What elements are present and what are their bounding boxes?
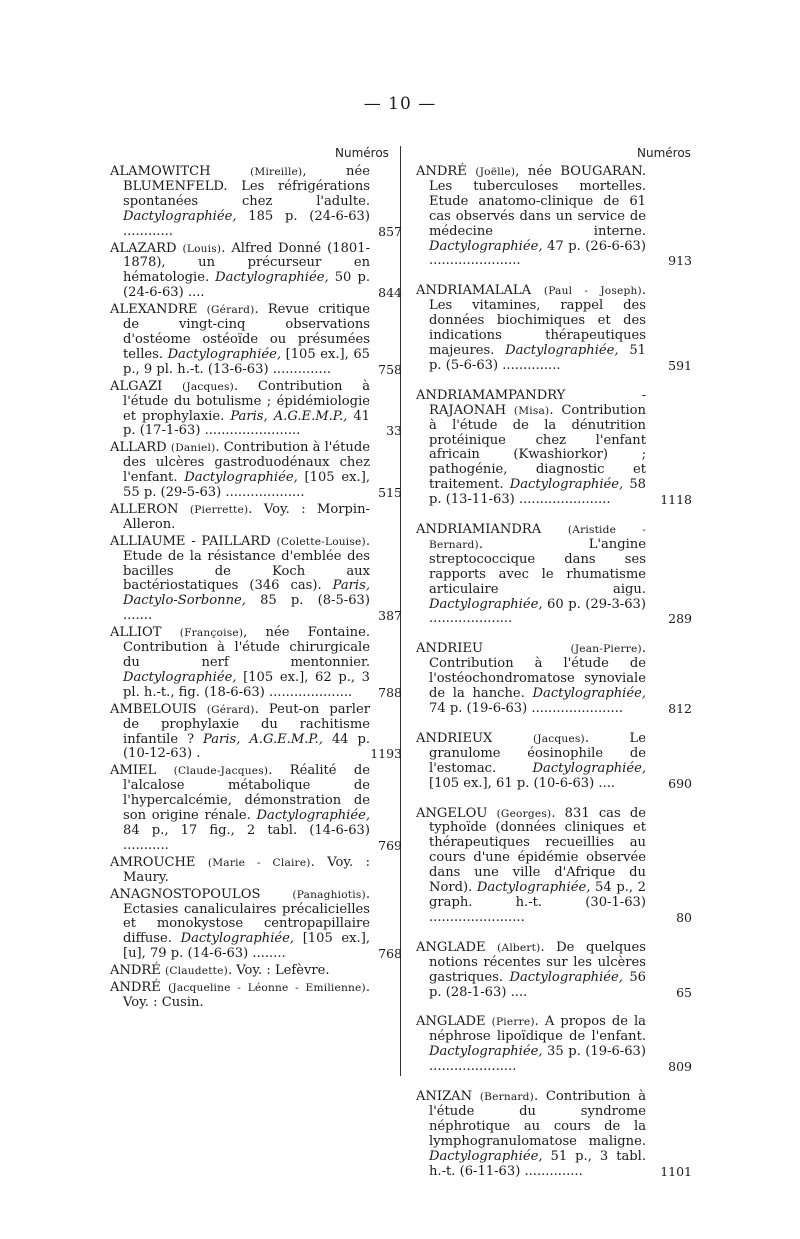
author-name: ANGELOU <box>416 805 488 821</box>
thesis-entry <box>416 164 692 269</box>
thesis-entry <box>110 981 370 1011</box>
entry-number: 809 <box>668 1059 692 1075</box>
entry-details: 84 p., 17 fig., 2 tabl. (14-6-63) ........... <box>123 822 370 853</box>
entry-title: , née BOUGARAN. Les tuberculoses mortelles. Etude anatomo-clinique de 61 cas observés dans un service de médecine interne. <box>429 164 646 239</box>
thesis-entry <box>416 730 692 792</box>
entry-number: 844 <box>378 285 402 301</box>
entry-details: 60 p. (29-3-63) .................... <box>429 596 646 627</box>
author-first-name: (Aristide - Bernard) <box>429 524 646 551</box>
author-name: ANDRÉ <box>416 164 467 179</box>
author-first-name: (Colette-Louise) <box>276 535 366 548</box>
entry-title: . Contribution à l'étude de l'ostéochondromatose synoviale de la hanche. <box>429 641 646 702</box>
thesis-entry <box>416 1014 692 1075</box>
entry-details: 85 p. (8-5-63) ....... <box>123 593 370 624</box>
thesis-entry <box>110 302 402 378</box>
author-first-name: (Claude-Jacques) <box>173 765 269 778</box>
entry-publisher: Dactylographiée, <box>180 931 295 947</box>
author-first-name: (Joëlle) <box>475 166 516 178</box>
entry-title: . Voy. : <box>248 501 317 517</box>
thesis-entry <box>110 886 402 963</box>
entry-details: 44 p. (10-12-63) . <box>123 731 371 762</box>
entry-title: , née BLUMENFELD. Les réfrigérations spontanées chez l'adulte. <box>123 164 370 209</box>
thesis-entry <box>110 533 402 624</box>
entry-title: . Etude de la résistance d'emblée des bacilles de Koch aux bactériostatiques (346 cas). <box>123 533 370 594</box>
entry-publisher: Dactylographiée, <box>123 669 237 685</box>
entry-title: . Réalité de l'alcalose métabolique de l'hypercalcémie, démonstration de son origine rénale. <box>123 763 370 824</box>
author-name: ALAZARD <box>110 240 177 256</box>
entry-publisher: Dactylographiée, <box>532 686 646 702</box>
author-name: ANDRÉ <box>110 963 161 979</box>
entry-details: 47 p. (26-6-63) ...................... <box>429 238 646 269</box>
column-header-right: Numéros <box>637 146 691 160</box>
entry-number: 788 <box>378 684 402 700</box>
entry-number: 769 <box>378 837 402 853</box>
entry-number: 387 <box>378 608 402 624</box>
author-first-name: (Bernard) <box>479 1091 534 1104</box>
author-first-name: (Jacques) <box>532 732 585 745</box>
author-first-name: (Jacques) <box>182 380 234 393</box>
author-first-name: (Misa) <box>513 404 550 417</box>
author-first-name: (Pierre) <box>491 1016 535 1029</box>
author-name: ANGLADE <box>416 939 486 955</box>
entry-title: . Contribution à l'étude de la dénutrition protéinique chez l'enfant africain (Kwashiorkor) ; pathogénie, diagnostic et traitement. <box>429 402 646 493</box>
entry-title: . L'angine streptococcique dans ses rapports avec le rhumatisme articulaire aigu. <box>429 536 646 597</box>
entry-title: . Alfred Donné (1801-1878), un précurseur en hématologie. <box>123 240 370 286</box>
entry-details: 58 p. (13-11-63) ...................... <box>429 477 646 508</box>
author-name: ANDRIAMIANDRA <box>416 522 542 538</box>
entry-title: . Voy. : <box>123 980 370 1010</box>
entry-details: Maury. <box>123 869 169 885</box>
entry-details: 50 p. (24-6-63) .... <box>123 270 370 301</box>
entry-details: Cusin. <box>161 994 204 1010</box>
author-first-name: (Albert) <box>497 941 541 954</box>
author-name: ALLARD <box>110 440 167 456</box>
entry-details: [105 ex.], 55 p. (29-5-63) ................... <box>123 470 370 501</box>
entry-details: 51 p., 3 tabl. h.-t. (6-11-63) .............. <box>429 1148 646 1179</box>
author-first-name: (Louis) <box>182 242 222 255</box>
thesis-entry <box>110 440 402 501</box>
entry-number: 515 <box>378 485 402 501</box>
entry-details: 41 p. (17-1-63) ....................... <box>123 408 370 439</box>
entry-publisher: Dactylographiée, <box>509 969 623 985</box>
thesis-entry <box>110 378 402 440</box>
entry-number: 1118 <box>660 492 692 508</box>
thesis-entry <box>110 625 402 701</box>
entry-details: 74 p. (19-6-63) ...................... <box>429 701 623 716</box>
entry-number: 289 <box>668 611 692 627</box>
author-first-name: (Pierrette) <box>189 503 249 516</box>
entry-title: . Voy. : <box>227 963 275 979</box>
entry-details: [105 ex.], 61 p. (10-6-63) .... <box>429 775 616 791</box>
entry-title: , née Fontaine. Contribution à l'étude chirurgicale du nerf mentonnier. <box>123 625 370 670</box>
entry-publisher: Dactylographiée, <box>509 477 624 493</box>
author-name: ANDRIEUX <box>416 730 493 746</box>
entry-number: 33 <box>386 423 402 439</box>
entry-number: 80 <box>676 909 692 925</box>
author-name: ALEXANDRE <box>110 302 198 318</box>
author-name: AMBELOUIS <box>110 701 197 717</box>
author-name: ALAMOWITCH <box>110 164 211 179</box>
entry-publisher: Dactylographiée, <box>476 880 591 896</box>
entry-details: [105 ex.], 62 p., 3 pl. h.-t., fig. (18-6-63) .................... <box>123 669 370 700</box>
thesis-entry <box>110 964 370 979</box>
entry-publisher: Paris, Dactylo-Sorbonne, <box>123 578 370 609</box>
entry-title: . Peut-on parler de prophylaxie du rachitisme infantile ? <box>123 701 370 747</box>
right-column <box>416 164 692 1194</box>
entry-details: Lefèvre. <box>274 963 330 979</box>
entry-number: 1101 <box>660 1163 692 1179</box>
author-name: AMIEL <box>110 763 157 779</box>
thesis-entry <box>110 701 402 763</box>
entry-publisher: Dactylographiée, <box>532 760 646 776</box>
thesis-entry <box>416 522 692 627</box>
author-first-name: (Panaghiotis) <box>292 888 366 901</box>
author-first-name: (Georges) <box>496 807 552 820</box>
entry-title: . Contribution à l'étude du botulisme ; épidémiologie et prophylaxie. <box>123 378 370 424</box>
entry-details: 54 p., 2 graph. h.-t. (30-1-63) ....................... <box>429 880 646 925</box>
author-first-name: (Françoise) <box>179 627 244 640</box>
author-name: ANDRIAMAMPANDRY - RAJAONAH <box>416 387 646 418</box>
author-first-name: (Mireille) <box>250 166 303 178</box>
author-name: ANAGNOSTOPOULOS <box>110 886 261 902</box>
entry-number: 690 <box>668 775 692 791</box>
author-name: ANGLADE <box>416 1014 486 1030</box>
entry-details: 185 p. (24-6-63) ............ <box>123 208 370 239</box>
entry-number: 857 <box>378 223 402 239</box>
entry-number: 758 <box>378 361 402 377</box>
entry-publisher: Dactylographiée, <box>429 1148 543 1164</box>
entry-details: 56 p. (28-1-63) .... <box>429 969 646 1000</box>
entry-publisher: Dactylographiée, <box>123 208 237 224</box>
entry-title: . Les vitamines, rappel des données biochimiques et des indications thérapeutiques majeures. <box>429 283 646 358</box>
entry-details: 51 p. (5-6-63) .............. <box>429 342 646 373</box>
thesis-entry <box>416 939 692 1001</box>
author-name: ANIZAN <box>416 1089 473 1105</box>
entry-title: . A propos de la néphrose lipoïdique de l'enfant. <box>429 1014 646 1045</box>
entry-publisher: Dactylographiée, <box>505 342 619 358</box>
thesis-entry <box>416 805 692 926</box>
thesis-entry <box>110 503 370 533</box>
thesis-entry <box>416 1089 692 1179</box>
entry-title: . Contribution à l'étude du syndrome néphrotique au cours de la lymphogranulomatose maligne. <box>429 1089 646 1149</box>
entry-publisher: Dactylographiée, <box>184 470 298 486</box>
entry-details: Morpin-Alleron. <box>123 501 370 532</box>
entry-publisher: Dactylographiée, <box>429 596 543 612</box>
entry-title: . Voy. : <box>310 854 370 870</box>
author-first-name: (Gérard) <box>206 304 255 317</box>
entry-title: . Contribution à l'étude des ulcères gastroduodénaux chez l'enfant. <box>123 440 370 486</box>
page-number: — 10 — <box>363 94 437 114</box>
entry-details: [105 ex.], [u], 79 p. (14-6-63) ........ <box>123 931 370 962</box>
author-first-name: (Marie - Claire) <box>207 856 311 869</box>
author-first-name: (Jacqueline - Léonne - Emilienne) <box>168 982 366 995</box>
entry-number: 591 <box>668 357 692 373</box>
entry-details: 35 p. (19-6-63) ..................... <box>429 1044 646 1075</box>
author-name: AMROUCHE <box>110 854 196 870</box>
author-first-name: (Claudette) <box>165 965 228 978</box>
author-name: ALLIAUME - PAILLARD <box>110 533 271 549</box>
entry-title: . Revue critique de vingt-cinq observations d'ostéome ostéoïde ou présumées telles. <box>123 302 371 362</box>
thesis-entry <box>416 641 692 717</box>
thesis-entry <box>110 856 370 886</box>
thesis-entry <box>416 283 692 373</box>
author-name: ALLIOT <box>110 625 162 641</box>
entry-publisher: Dactylographiée, <box>429 1044 543 1060</box>
entry-publisher: Paris, A.G.E.M.P., <box>230 408 348 424</box>
entry-number: 812 <box>668 701 692 716</box>
author-name: ALGAZI <box>110 378 163 394</box>
author-first-name: (Gérard) <box>206 703 255 716</box>
entry-number: 65 <box>676 984 692 1000</box>
entry-publisher: Dactylographiée, <box>429 238 543 254</box>
entry-title: . Ectasies canaliculaires précalicielles et monokystose centropapillaire diffuse. <box>123 886 370 947</box>
entry-title: . 831 cas de typhoïde (données cliniques et thérapeutiques recueillies au cours d'une épidémie observée dans une ville d'Afrique du Nord). <box>429 805 646 896</box>
entry-publisher: Dactylographiée, <box>215 270 329 286</box>
thesis-entry <box>416 387 692 508</box>
thesis-entry <box>110 240 402 302</box>
author-name: ANDRIEU <box>416 641 484 657</box>
entry-details: [105 ex.], 65 p., 9 pl. h.-t. (13-6-63) .............. <box>123 346 370 377</box>
author-first-name: (Jean-Pierre) <box>570 643 642 656</box>
entry-publisher: Dactylographiée, <box>256 808 370 824</box>
entry-title: . Le granulome éosinophile de l'estomac. <box>429 730 646 776</box>
thesis-entry <box>110 763 402 853</box>
entry-publisher: Paris, A.G.E.M.P., <box>203 731 323 747</box>
author-first-name: (Daniel) <box>170 442 216 455</box>
author-name: ANDRIAMALALA <box>416 283 532 299</box>
entry-number: 913 <box>668 253 692 269</box>
entry-number: 768 <box>378 946 402 962</box>
entry-publisher: Dactylographiée, <box>167 346 282 362</box>
left-column <box>110 164 402 1013</box>
thesis-entry <box>110 164 402 240</box>
entry-title: . De quelques notions récentes sur les ulcères gastriques. <box>429 939 646 985</box>
author-name: ANDRÉ <box>110 980 161 996</box>
author-name: ALLERON <box>110 501 179 517</box>
column-header-left: Numéros <box>335 146 389 160</box>
entry-number: 1193 <box>370 746 402 762</box>
author-first-name: (Paul - Joseph) <box>543 285 642 298</box>
